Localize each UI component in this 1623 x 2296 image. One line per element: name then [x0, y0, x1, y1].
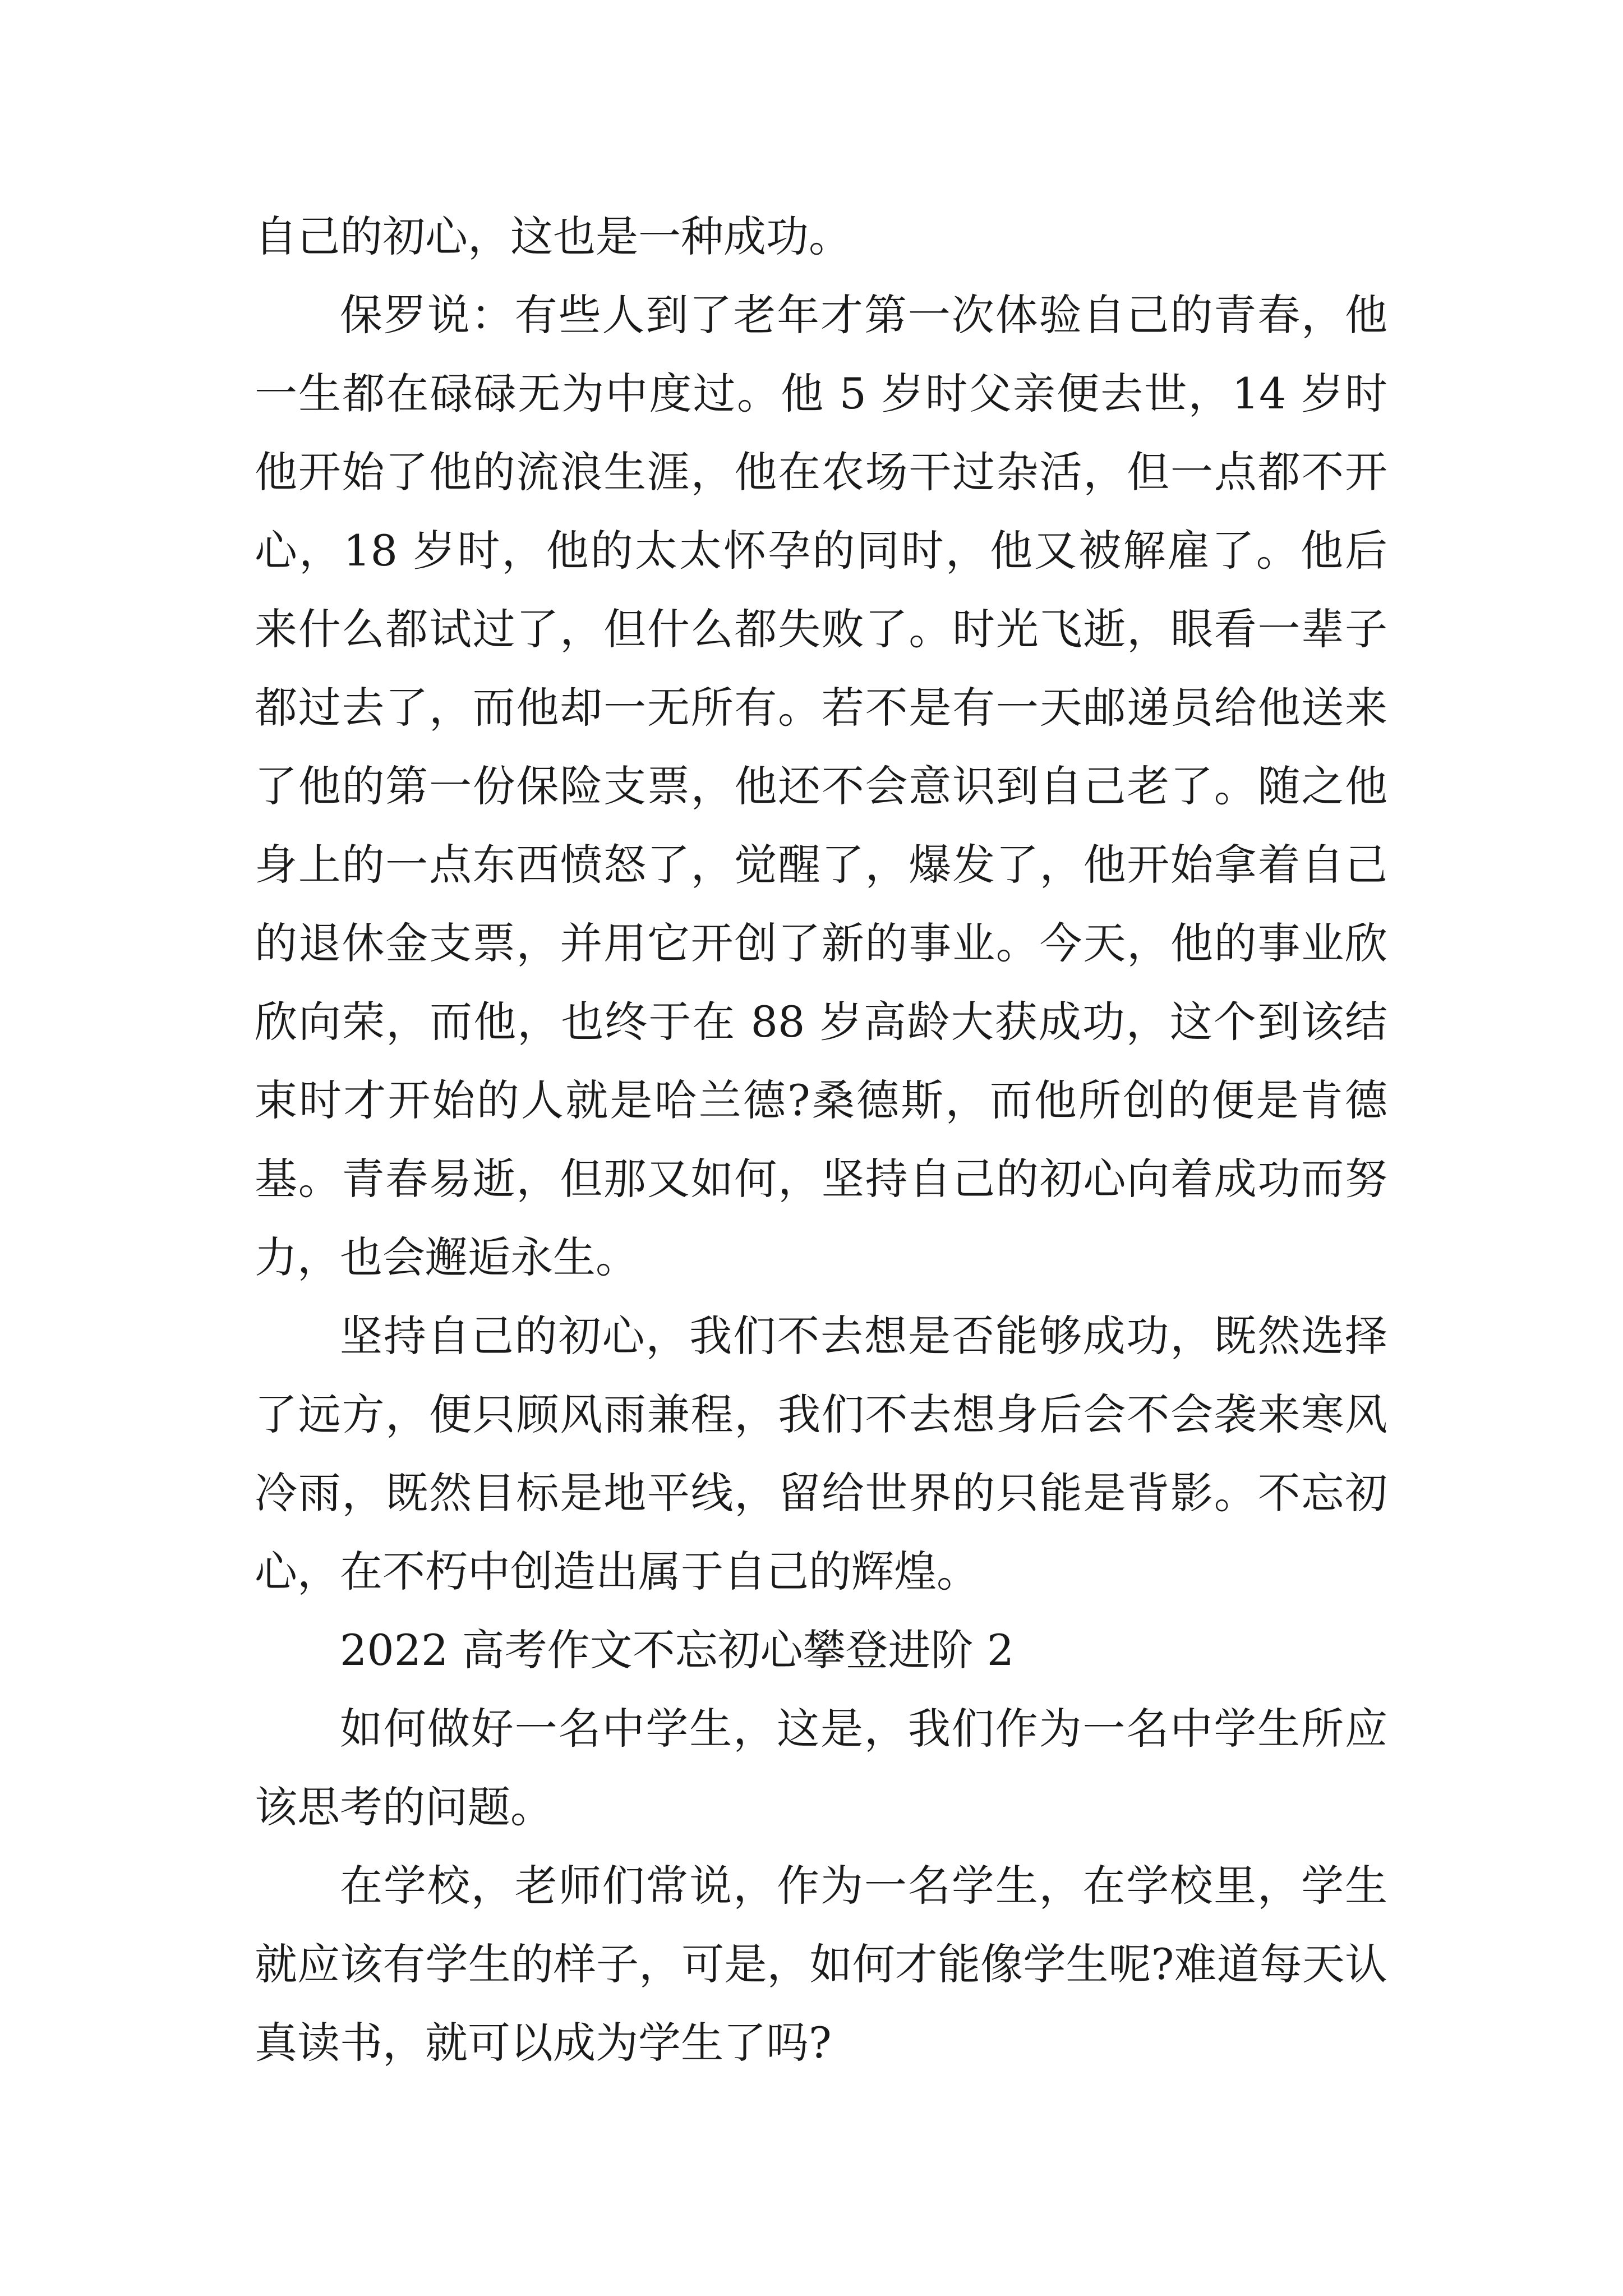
paragraph-continuation: 自己的初心，这也是一种成功。	[255, 211, 851, 261]
essay-heading: 2022 高考作文不忘初心攀登进阶 2	[340, 1625, 1015, 1675]
paragraph-persistence: 坚持自己的初心，我们不去想是否能够成功，既然选择了远方，便只顾风雨兼程，我们不去想身后会不会袭来寒风冷雨，既然目标是地平线，留给世界的只能是背影。不忘初心，在不朽中创造出属于自己的辉煌。	[255, 1311, 1387, 1596]
paragraph-sanders-story: 保罗说：有些人到了老年才第一次体验自己的青春，他一生都在碌碌无为中度过。他 5 岁时父亲便去世，14 岁时他开始了他的流浪生涯，他在农场干过杂活，但一点都不开心，18 岁时，他的太太怀孕的同时，他又被解雇了。他后来什么都试过了，但什么都失败了。时光飞逝，眼看一辈子都过去了，而他却一无所有。若不是有一天邮递员给他送来了他的第一份保险支票，他还不会意识到自己老了。随之他身上的一点东西愤怒了，觉醒了，爆发了，他开始拿着自己的退休金支票，并用它开创了新的事业。今天，他的事业欣欣向荣，而他，也终于在 88 岁高龄大获成功，这个到该结束时才开始的人就是哈兰德?桑德斯，而他所创的便是肯德基。青春易逝，但那又如何，坚持自己的初心向着成功而努力，也会邂逅永生。	[255, 290, 1387, 1282]
paragraph-good-student: 如何做好一名中学生，这是，我们作为一名中学生所应该思考的问题。	[255, 1704, 1387, 1832]
document-body	[255, 197, 1387, 2082]
paragraph-at-school: 在学校，老师们常说，作为一名学生，在学校里，学生就应该有学生的样子，可是，如何才能像学生呢?难道每天认真读书，就可以成为学生了吗?	[255, 1861, 1387, 2068]
